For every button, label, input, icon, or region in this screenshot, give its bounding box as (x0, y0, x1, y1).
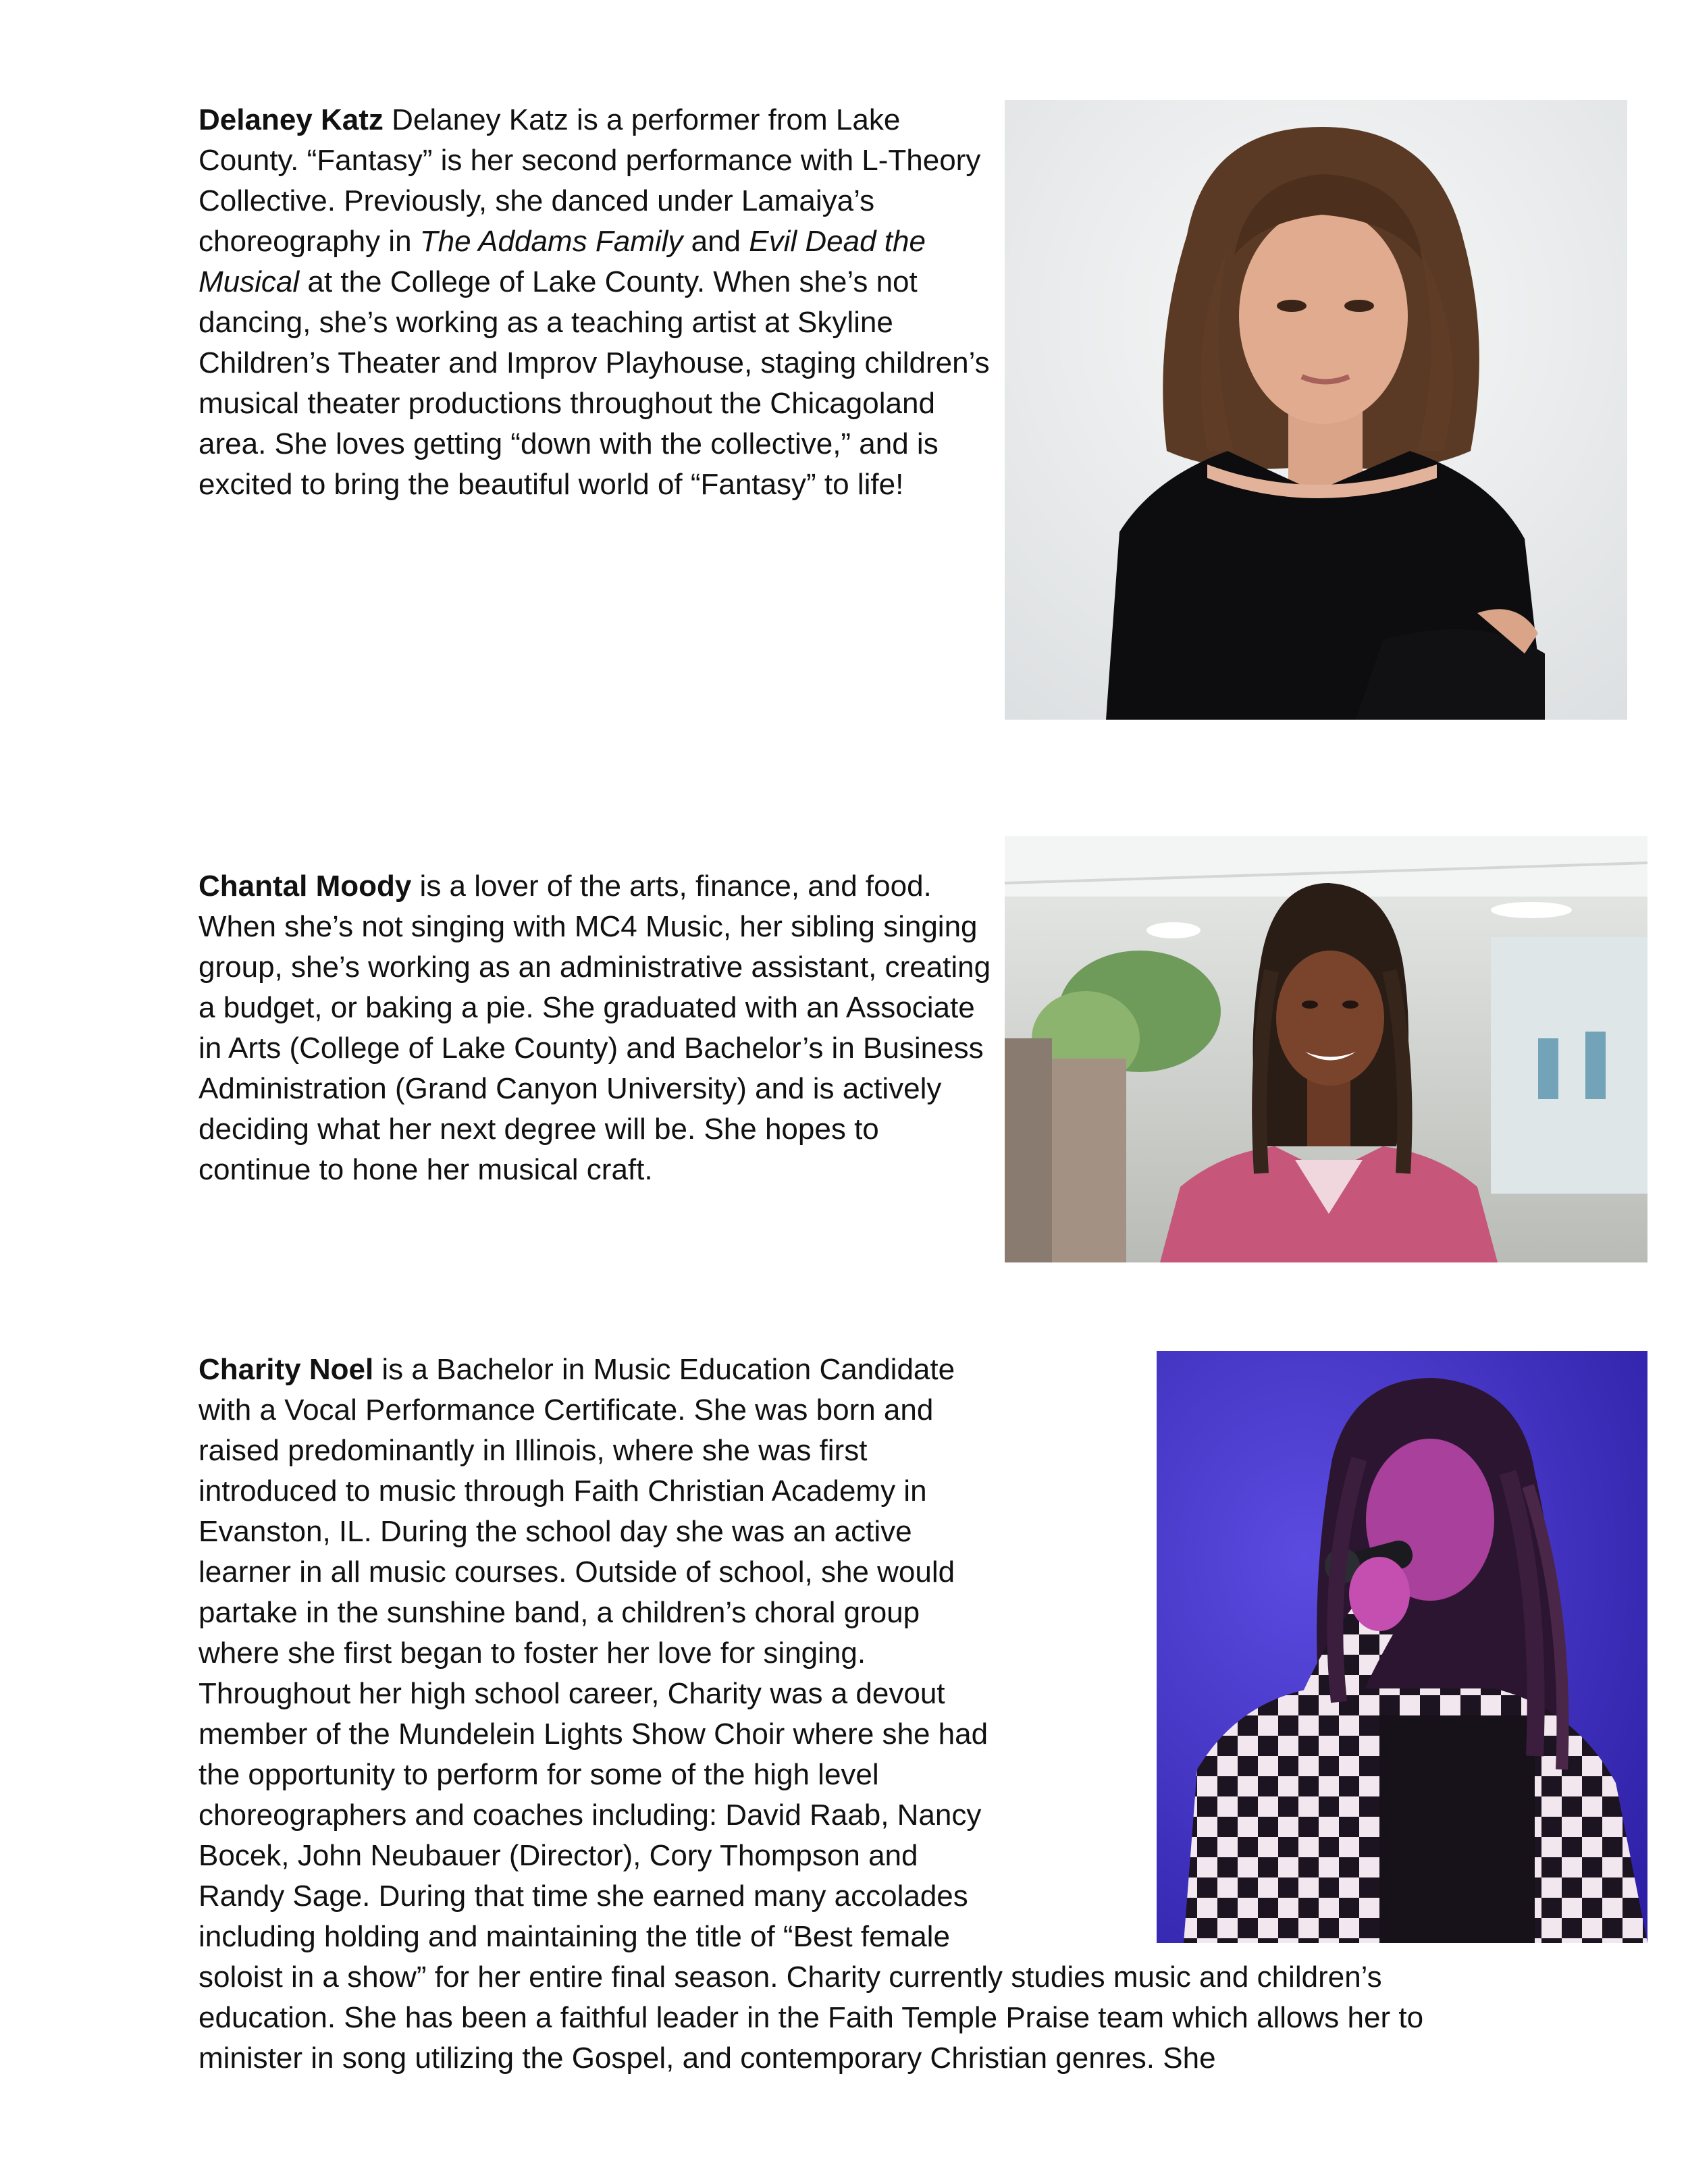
performance-photo-charity-noel (1157, 1351, 1647, 1943)
bio-text: and (683, 225, 749, 258)
bio-text: is a lover of the arts, finance, and food. When she’s not singing with MC4 Music, her sibling singing group, she’s working as an administrative assistant, creating a budget, or baking a pie. She graduated with an Associate in Arts (College of Lake County) and Bachelor’s in Business Administration (Grand Canyon University) and is actively deciding what her next degree will be. She hopes to continue to hone her musical craft. (199, 870, 991, 1186)
show-title: The Addams Family (419, 225, 683, 258)
show-title: Evil Dead the Musical (199, 225, 926, 298)
bio-delaney-katz (199, 100, 995, 505)
performer-name: Charity Noel (199, 1353, 374, 1386)
headshot-chantal-moody (1005, 836, 1647, 1262)
performer-name: Delaney Katz (199, 103, 384, 136)
bio-text: is a Bachelor in Music Education Candidate with a Vocal Performance Certificate. She was born and raised predominantly in Illinois, where she was first introduced to music through Faith Christian Academy in Evanston, IL. During the school day she was an active learner in all music courses. Outside of school, she would partake in the sunshine band, a children’s choral group where she first began to foster her love for singing. Throughout her high school career, Charity was a devout member of the Mundelein Lights Show Choir where she had the opportunity to perform for some of the high level choreographers and coaches including: David Raab, Nancy Bocek, John Neubauer (Director), Cory Thompson and Randy Sage. During that time she earned many accolades including holding and maintaining the title of “Best female soloist in a show” for her entire final season. Charity currently studies music and children’s education. She has been a faithful leader in the Faith Temple Praise team which allows her to minister in song utilizing the Gospel, and contemporary Christian genres. She (199, 1353, 1424, 2075)
bio-chantal-moody (199, 866, 995, 1190)
bio-text: at the College of Lake County. When she’s not dancing, she’s working as a teaching artist at Skyline Children’s Theater and Improv Playhouse, staging children’s musical theater productions throughout the Chicagoland area. She loves getting “down with the collective,” and is excited to bring the beautiful world of “Fantasy” to life! (199, 265, 990, 501)
performer-name: Chantal Moody (199, 870, 412, 903)
bio-text: Delaney Katz is a performer from Lake County. “Fantasy” is her second performance with L-Theory Collective. Previously, she danced under Lamaiya’s choreography in (199, 103, 981, 258)
headshot-delaney-katz (1005, 100, 1627, 720)
